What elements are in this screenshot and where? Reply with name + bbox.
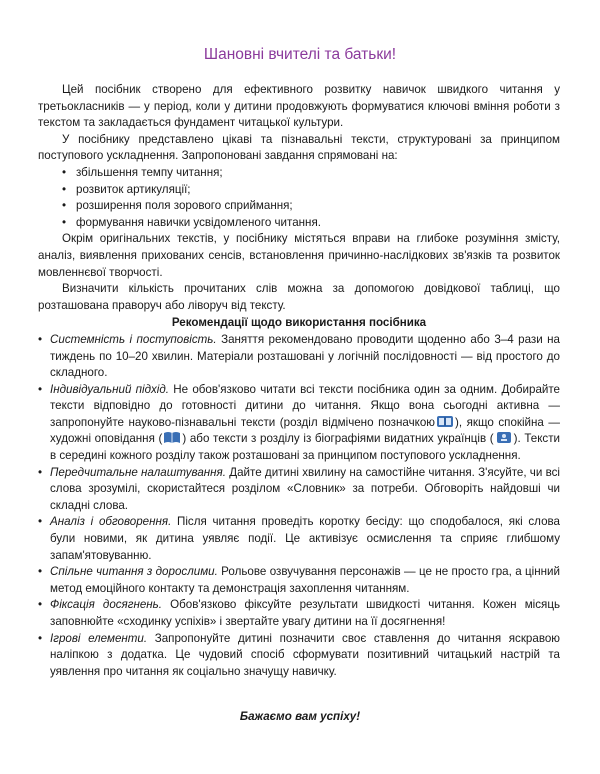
recommendation-text: ). Тексти в середині кожного розділу також розташовані за принципом поступового ускладнення. <box>50 432 560 463</box>
list-item: • розширення поля зорового сприймання; <box>62 198 560 215</box>
recommendation-term: Індивідуальний підхід. <box>50 382 170 396</box>
open-book-icon <box>163 431 181 444</box>
list-item: • формування навички усвідомленого читання. <box>62 215 560 232</box>
recommendation-term: Фіксація досягнень. <box>50 598 162 612</box>
recommendations-list <box>38 332 560 680</box>
recommendation-text: Дайте дитині хвилину на самостійне читання. З'ясуйте, чи всі слова зрозумілі, скористайтеся розділом «Словник» за потреби. Обговоріть найдовші чи складні слова. <box>50 465 560 512</box>
recommendations-heading: Рекомендації щодо використання посібника <box>171 316 427 330</box>
recommendation-term: Передчитальне налаштування. <box>50 465 226 479</box>
science-book-icon <box>436 415 454 428</box>
recommendation-item <box>38 382 560 465</box>
intro-paragraph-4: Визначити кількість прочитаних слів можна за допомогою довідкової таблиці, що розташована праворуч або ліворуч від тексту. <box>38 282 560 312</box>
goals-list <box>38 165 560 231</box>
recommendation-item <box>38 564 560 597</box>
recommendation-text: ), якщо спокійна — художні оповідання ( <box>50 415 561 446</box>
recommendation-term: Аналіз і обговорення. <box>50 515 172 529</box>
recommendation-text: Рольове озвучування персонажів — це не просто гра, а цінний метод емоційного контакту та демонстрація захоплення читанням. <box>50 565 561 595</box>
intro-paragraph-1: Цей посібник створено для ефективного розвитку навичок швидкого читання у третьокласників — у період, коли у дитини продовжують формуватися ключові вміння роботи з текстом та закладається фундамент читацької культури. <box>38 83 560 130</box>
page-title: Шановні вчителі та батьки! <box>203 46 397 63</box>
document-body <box>38 82 560 680</box>
recommendation-text: Запропонуйте дитині позначити своє ставлення до читання яскравою наліпкою з додатка. Це чудовий спосіб сформувати позитивний читацький настрій та уявлення про читання як соціально значущу навичку. <box>50 631 560 678</box>
list-item: • збільшення темпу читання; <box>62 165 560 182</box>
closing-wish: Бажаємо вам успіху! <box>239 710 361 723</box>
recommendation-text: Не обов'язково читати всі тексти посібника один за одним. Добирайте тексти відповідно до готовності дитини до читання. Якщо вона сьогодні активна — запропонуйте науково-пізнавальні тексти (розділ відмічено позначкою <box>50 382 560 429</box>
list-item: • розвиток артикуляції; <box>62 182 560 199</box>
recommendation-item <box>38 332 560 382</box>
recommendation-text: Після читання проведіть коротку бесіду: що сподобалося, які слова були новими, як дитина уявляє події. Це активізує осмислення та сприяє глибшому запам'ятовуванню. <box>50 515 560 562</box>
recommendation-text: ) або тексти з розділу із біографіями видатних українців ( <box>182 432 494 446</box>
intro-paragraph-3: Окрім оригінальних текстів, у посібнику містяться вправи на глибоке розуміння змісту, аналіз, виявлення прихованих сенсів, встановлення причинно-наслідкових зв'язків та розвиток мовленнєвої творчості. <box>38 232 560 279</box>
recommendation-text: Заняття рекомендовано проводити щоденно або 3–4 рази на тиждень по 10–20 хвилин. Матеріали розташовані у логічній послідовності — від простого до складного. <box>50 332 561 380</box>
recommendation-term: Спільне читання з дорослими. <box>50 565 218 579</box>
intro-paragraph-2: У посібнику представлено цікаві та пізнавальні тексти, структуровані за принципом поступового ускладнення. Запропоновані завдання спрямовані на: <box>38 132 560 163</box>
recommendation-term: Системність і поступовість. <box>50 332 217 346</box>
recommendation-text: Обов'язково фіксуйте результати швидкості читання. Кожен місяць заповнюйте «сходинку успіхів» і звертайте увагу дитини на її досягнення! <box>50 598 560 628</box>
recommendation-item <box>38 514 560 564</box>
recommendation-term: Ігрові елементи. <box>50 631 148 645</box>
recommendation-item <box>38 597 560 630</box>
biography-book-icon <box>495 431 513 444</box>
recommendation-item <box>38 465 560 515</box>
recommendation-item <box>38 631 560 681</box>
